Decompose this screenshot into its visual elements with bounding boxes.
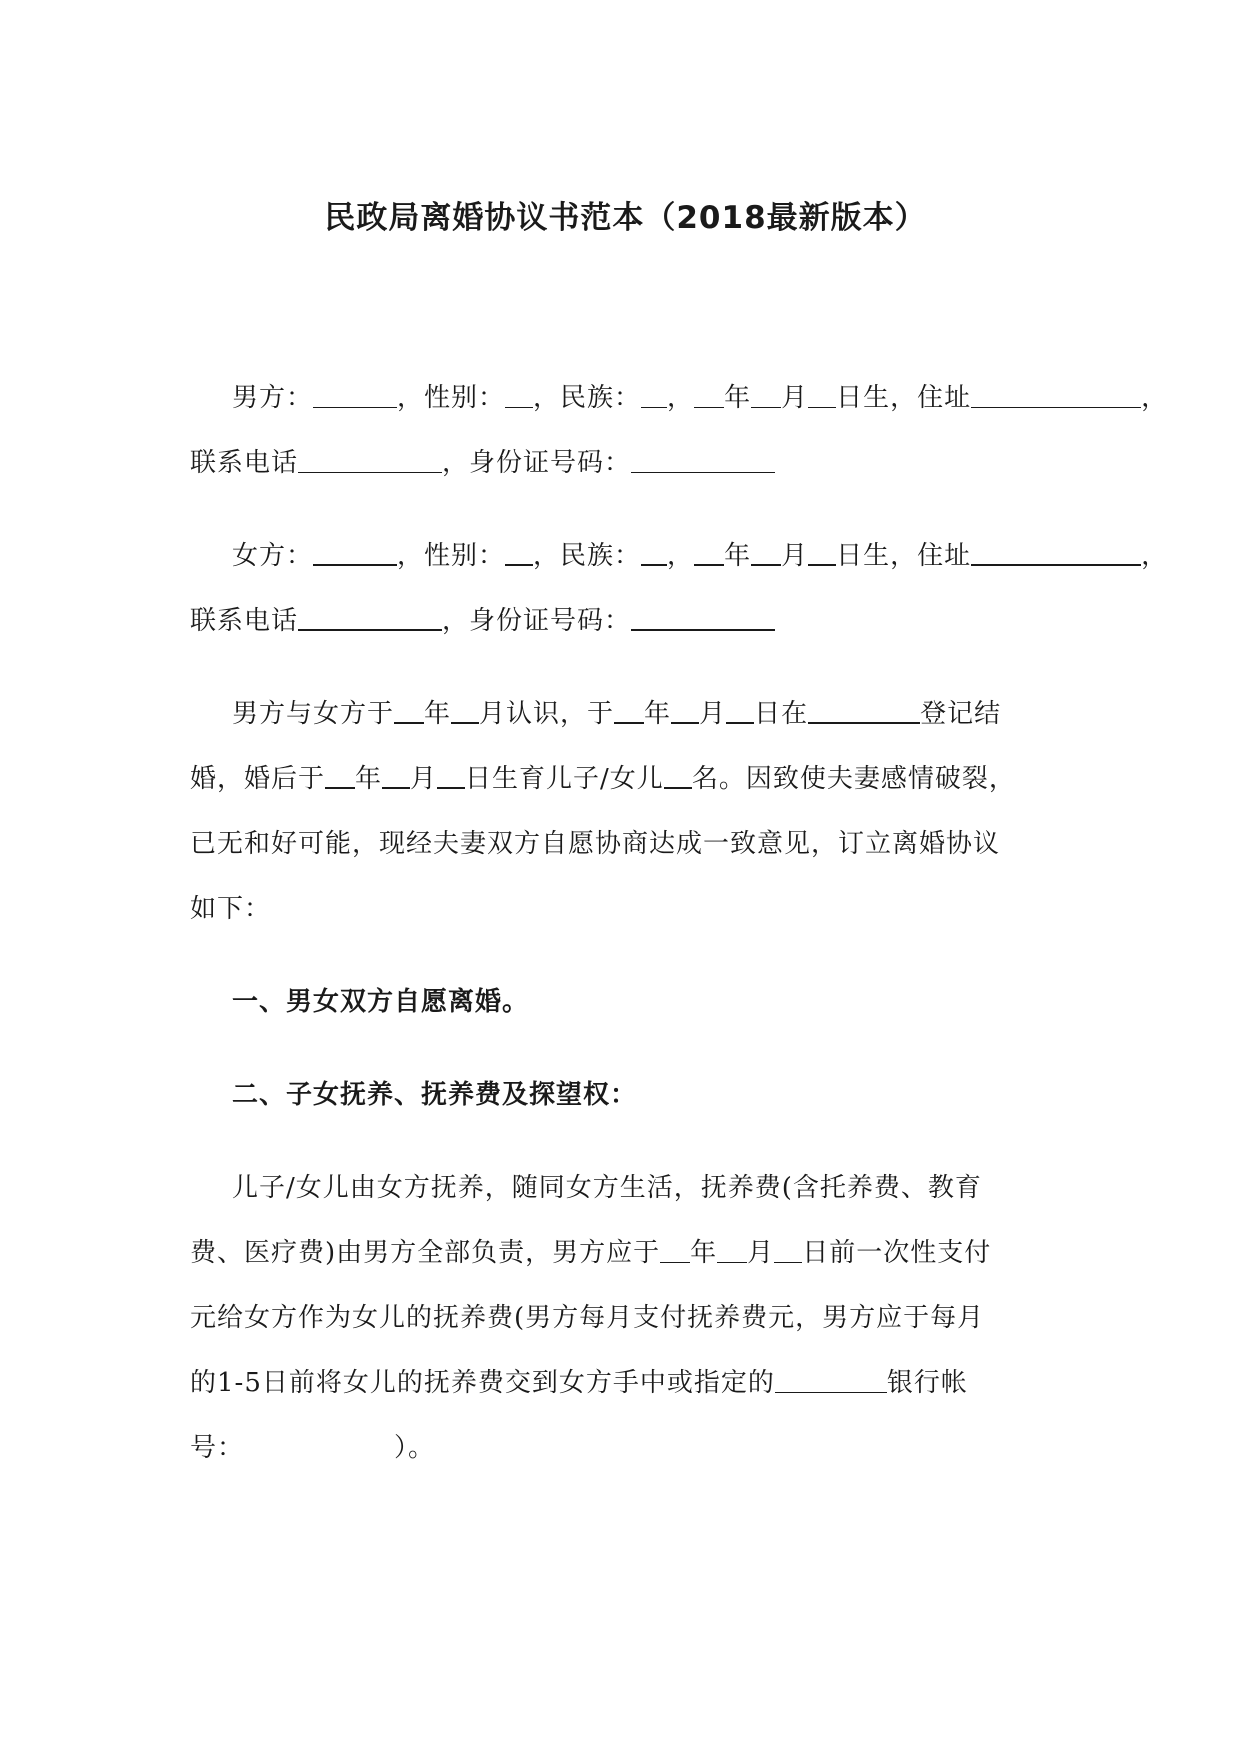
child-birth-year-blank[interactable] (325, 759, 355, 789)
male-address-blank[interactable] (971, 379, 1141, 408)
marriage-text: 年 (424, 699, 452, 729)
male-birth-day-blank[interactable] (808, 379, 836, 408)
male-birth-year-blank[interactable] (694, 379, 724, 408)
female-name-blank[interactable] (313, 536, 397, 566)
male-birth-month-blank[interactable] (751, 379, 781, 408)
marriage-text: 婚，婚后于 (190, 764, 326, 794)
female-ethnicity-blank[interactable] (641, 536, 667, 566)
marriage-text: 月 (699, 699, 727, 729)
marriage-text: 名。因致使夫妻感情破裂， (691, 764, 1016, 794)
met-year-blank[interactable] (394, 694, 424, 724)
female-comma: ， (667, 541, 695, 571)
female-ethnicity-label: ，民族： (533, 541, 642, 571)
female-address-blank[interactable] (971, 536, 1141, 566)
male-id-blank[interactable] (631, 444, 775, 473)
female-birth-day-blank[interactable] (808, 536, 836, 566)
female-gender-blank[interactable] (505, 536, 533, 566)
custody-line-3: 元给女方作为女儿的抚养费(男方每月支付抚养费元，男方应于每月 (190, 1303, 985, 1333)
female-info-line-1 (232, 536, 1168, 576)
child-birth-day-blank[interactable] (437, 759, 465, 789)
custody-line-2 (190, 1233, 991, 1273)
male-year-label: 年 (724, 383, 752, 413)
registration-place-blank[interactable] (808, 694, 920, 724)
marriage-text: 月认识，于 (479, 699, 615, 729)
male-comma: ， (667, 383, 695, 413)
payment-year-blank[interactable] (660, 1234, 690, 1263)
married-year-blank[interactable] (614, 694, 644, 724)
female-id-blank[interactable] (631, 601, 775, 631)
male-gender-label: ，性别： (397, 383, 506, 413)
male-info-line-2 (190, 443, 775, 483)
custody-text: ）。 (394, 1433, 436, 1463)
female-gender-label: ，性别： (397, 541, 506, 571)
male-id-label: ，身份证号码： (442, 448, 632, 478)
male-label: 男方： (232, 383, 314, 413)
marriage-text: 年 (644, 699, 672, 729)
marriage-text: 年 (355, 764, 383, 794)
female-end-comma: ， (1141, 541, 1169, 571)
male-ethnicity-label: ，民族： (533, 383, 642, 413)
male-ethnicity-blank[interactable] (641, 379, 667, 408)
male-gender-blank[interactable] (505, 379, 533, 408)
female-month-label: 月 (781, 541, 809, 571)
met-month-blank[interactable] (451, 694, 479, 724)
custody-text: 费、医疗费)由男方全部负责，男方应于 (190, 1238, 661, 1268)
child-birth-month-blank[interactable] (382, 759, 410, 789)
marriage-line-2 (190, 759, 1016, 799)
child-count-blank[interactable] (664, 759, 692, 789)
male-info-line-1 (232, 378, 1168, 418)
female-phone-blank[interactable] (298, 601, 442, 631)
married-month-blank[interactable] (671, 694, 699, 724)
section-heading-2: 二、子女抚养、抚养费及探望权： (232, 1080, 638, 1110)
custody-line-1: 儿子/女儿由女方抚养，随同女方生活，抚养费(含托养费、教育 (232, 1173, 982, 1203)
custody-text: 月 (747, 1238, 775, 1268)
female-id-label: ，身份证号码： (442, 606, 632, 636)
marriage-text: 男方与女方于 (232, 699, 395, 729)
female-info-line-2 (190, 601, 775, 641)
marriage-line-1 (232, 694, 1001, 734)
marriage-line-4: 如下： (190, 894, 272, 924)
custody-text: 号： (190, 1433, 245, 1463)
male-phone-blank[interactable] (298, 444, 442, 473)
female-label: 女方： (232, 541, 314, 571)
male-phone-label: 联系电话 (190, 448, 299, 478)
custody-text: 日前一次性支付 (802, 1238, 992, 1268)
custody-text: 年 (690, 1238, 718, 1268)
marriage-line-3: 已无和好可能，现经夫妻双方自愿协商达成一致意见，订立离婚协议 (190, 829, 1001, 859)
section-heading-1: 一、男女双方自愿离婚。 (232, 987, 530, 1017)
custody-text: 银行帐 (886, 1368, 968, 1398)
payment-month-blank[interactable] (717, 1234, 747, 1263)
marriage-text: 月 (410, 764, 438, 794)
bank-name-blank[interactable] (775, 1364, 887, 1393)
custody-text: 的1-5日前将女儿的抚养费交到女方手中或指定的 (190, 1368, 775, 1398)
male-born-label: 日生，住址 (836, 383, 972, 413)
marriage-text: 日在 (754, 699, 809, 729)
male-month-label: 月 (781, 383, 809, 413)
marriage-text: 日生育儿子/女儿 (465, 764, 664, 794)
payment-day-blank[interactable] (774, 1234, 802, 1263)
female-year-label: 年 (724, 541, 752, 571)
married-day-blank[interactable] (726, 694, 754, 724)
male-end-comma: ， (1141, 383, 1169, 413)
custody-line-4 (190, 1363, 968, 1403)
marriage-text: 登记结 (920, 699, 1002, 729)
custody-line-5 (190, 1428, 435, 1468)
female-birth-month-blank[interactable] (751, 536, 781, 566)
female-phone-label: 联系电话 (190, 606, 299, 636)
document-title: 民政局离婚协议书范本（2018最新版本） (324, 200, 927, 236)
male-name-blank[interactable] (313, 379, 397, 408)
female-birth-year-blank[interactable] (694, 536, 724, 566)
female-born-label: 日生，住址 (836, 541, 972, 571)
